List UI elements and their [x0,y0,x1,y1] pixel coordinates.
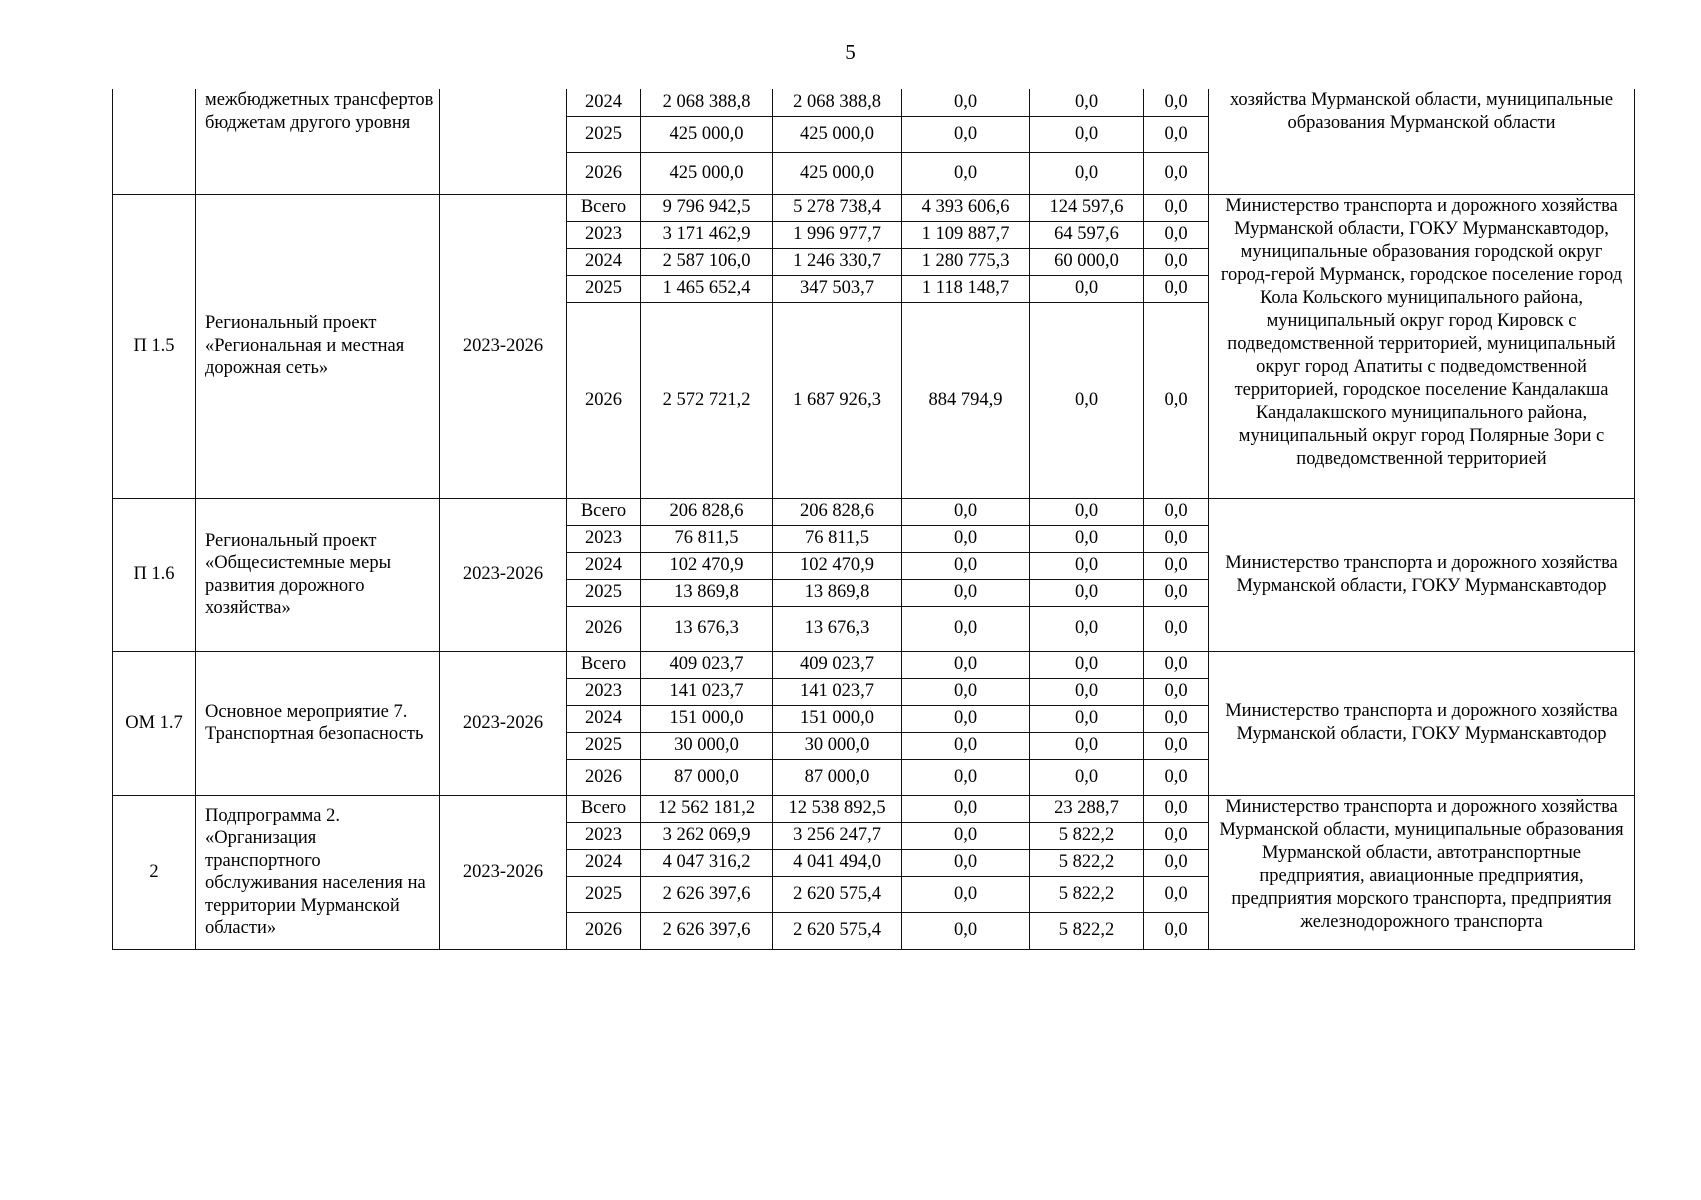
item-name: межбюджетных трансфертов бюджетам другого уровня [196,89,440,194]
year-cell: Всего [567,651,641,678]
amount-v2: 3 256 247,7 [773,822,902,849]
amount-v2: 141 023,7 [773,678,902,705]
table-body [113,89,1635,949]
amount-v3: 884 794,9 [902,302,1030,498]
amount-v4: 5 822,2 [1030,876,1144,912]
item-period: 2023-2026 [440,498,567,651]
year-cell: 2026 [567,606,641,651]
item-period: 2023-2026 [440,651,567,795]
amount-v3: 0,0 [902,759,1030,795]
amount-v1: 1 465 652,4 [641,275,773,302]
amount-v5: 0,0 [1144,876,1209,912]
amount-v3: 0,0 [902,822,1030,849]
amount-v2: 2 620 575,4 [773,876,902,912]
budget-table [112,89,1635,950]
amount-v1: 425 000,0 [641,152,773,194]
amount-v2: 151 000,0 [773,705,902,732]
amount-v3: 0,0 [902,552,1030,579]
year-cell: 2023 [567,822,641,849]
amount-v1: 76 811,5 [641,525,773,552]
amount-v2: 13 676,3 [773,606,902,651]
amount-v2: 30 000,0 [773,732,902,759]
amount-v5: 0,0 [1144,795,1209,822]
amount-v1: 13 676,3 [641,606,773,651]
amount-v5: 0,0 [1144,89,1209,116]
amount-v3: 4 393 606,6 [902,194,1030,221]
amount-v2: 409 023,7 [773,651,902,678]
amount-v4: 0,0 [1030,579,1144,606]
amount-v5: 0,0 [1144,525,1209,552]
page-number: 5 [845,40,856,64]
amount-v2: 206 828,6 [773,498,902,525]
year-cell: 2024 [567,248,641,275]
amount-v1: 2 626 397,6 [641,912,773,949]
amount-v3: 1 118 148,7 [902,275,1030,302]
amount-v3: 0,0 [902,795,1030,822]
amount-v3: 1 109 887,7 [902,221,1030,248]
amount-v1: 4 047 316,2 [641,849,773,876]
amount-v3: 0,0 [902,651,1030,678]
item-code [113,89,196,194]
year-cell: 2024 [567,89,641,116]
amount-v4: 5 822,2 [1030,849,1144,876]
item-code: П 1.5 [113,194,196,498]
amount-v5: 0,0 [1144,849,1209,876]
year-cell: 2025 [567,876,641,912]
amount-v1: 2 626 397,6 [641,876,773,912]
amount-v4: 0,0 [1030,275,1144,302]
table-row [113,498,1635,525]
executor-cell: Министерство транспорта и дорожного хозяйства Мурманской области, муниципальные образования Мурманской области, автотранспортные предприятия, авиационные предприятия, предприятия морского транспорта, предприятия железнодорожного транспорта [1209,795,1635,949]
amount-v4: 124 597,6 [1030,194,1144,221]
amount-v4: 0,0 [1030,759,1144,795]
amount-v3: 0,0 [902,498,1030,525]
amount-v4: 0,0 [1030,525,1144,552]
item-name: Региональный проект «Общесистемные меры развития дорожного хозяйства» [196,498,440,651]
year-cell: Всего [567,795,641,822]
table-row [113,194,1635,221]
amount-v4: 0,0 [1030,678,1144,705]
item-name: Основное мероприятие 7. Транспортная безопасность [196,651,440,795]
amount-v4: 0,0 [1030,89,1144,116]
amount-v1: 141 023,7 [641,678,773,705]
amount-v1: 3 262 069,9 [641,822,773,849]
item-name: Подпрограмма 2. «Организация транспортного обслуживания населения на территории Мурманской области» [196,795,440,949]
amount-v3: 1 280 775,3 [902,248,1030,275]
amount-v2: 102 470,9 [773,552,902,579]
amount-v3: 0,0 [902,876,1030,912]
amount-v4: 0,0 [1030,116,1144,152]
amount-v1: 102 470,9 [641,552,773,579]
amount-v4: 0,0 [1030,732,1144,759]
year-cell: 2023 [567,525,641,552]
amount-v5: 0,0 [1144,552,1209,579]
amount-v4: 0,0 [1030,606,1144,651]
amount-v1: 2 572 721,2 [641,302,773,498]
item-code: ОМ 1.7 [113,651,196,795]
year-cell: Всего [567,194,641,221]
amount-v5: 0,0 [1144,275,1209,302]
year-cell: 2024 [567,849,641,876]
amount-v5: 0,0 [1144,822,1209,849]
amount-v1: 3 171 462,9 [641,221,773,248]
amount-v2: 347 503,7 [773,275,902,302]
amount-v4: 0,0 [1030,705,1144,732]
executor-cell: Министерство транспорта и дорожного хозяйства Мурманской области, ГОКУ Мурманскавтодор [1209,498,1635,651]
amount-v4: 0,0 [1030,552,1144,579]
year-cell: 2026 [567,152,641,194]
amount-v5: 0,0 [1144,302,1209,498]
amount-v3: 0,0 [902,705,1030,732]
amount-v1: 87 000,0 [641,759,773,795]
amount-v2: 1 687 926,3 [773,302,902,498]
amount-v5: 0,0 [1144,732,1209,759]
year-cell: 2026 [567,912,641,949]
amount-v3: 0,0 [902,525,1030,552]
amount-v2: 5 278 738,4 [773,194,902,221]
table-row [113,89,1635,116]
amount-v2: 76 811,5 [773,525,902,552]
amount-v3: 0,0 [902,579,1030,606]
year-cell: 2025 [567,579,641,606]
executor-cell: хозяйства Мурманской области, муниципальные образования Мурманской области [1209,89,1635,194]
amount-v3: 0,0 [902,152,1030,194]
amount-v5: 0,0 [1144,498,1209,525]
executor-cell: Министерство транспорта и дорожного хозяйства Мурманской области, ГОКУ Мурманскавтодор, муниципальные образования городской округ город-герой Мурманск, городское поселение город Кола Кольского муниципального района, муниципальный округ город Кировск с подведомственной территорией, муниципальный округ город Апатиты с подведомственной территорией, городское поселение Кандалакша Кандалакшского муниципального района, муниципальный округ город Полярные Зори с подведомственной территорией [1209,194,1635,498]
amount-v4: 0,0 [1030,651,1144,678]
amount-v1: 30 000,0 [641,732,773,759]
amount-v4: 5 822,2 [1030,912,1144,949]
year-cell: 2024 [567,705,641,732]
amount-v4: 0,0 [1030,302,1144,498]
item-period: 2023-2026 [440,194,567,498]
amount-v5: 0,0 [1144,759,1209,795]
item-name: Региональный проект «Региональная и местная дорожная сеть» [196,194,440,498]
amount-v5: 0,0 [1144,651,1209,678]
amount-v2: 13 869,8 [773,579,902,606]
amount-v1: 409 023,7 [641,651,773,678]
table-row [113,795,1635,822]
amount-v5: 0,0 [1144,116,1209,152]
amount-v4: 0,0 [1030,152,1144,194]
amount-v3: 0,0 [902,116,1030,152]
year-cell: 2025 [567,275,641,302]
amount-v5: 0,0 [1144,221,1209,248]
amount-v1: 2 068 388,8 [641,89,773,116]
amount-v4: 64 597,6 [1030,221,1144,248]
year-cell: Всего [567,498,641,525]
amount-v3: 0,0 [902,912,1030,949]
amount-v2: 87 000,0 [773,759,902,795]
item-code: П 1.6 [113,498,196,651]
amount-v1: 2 587 106,0 [641,248,773,275]
year-cell: 2025 [567,732,641,759]
amount-v5: 0,0 [1144,579,1209,606]
amount-v5: 0,0 [1144,912,1209,949]
amount-v3: 0,0 [902,606,1030,651]
year-cell: 2023 [567,221,641,248]
item-period: 2023-2026 [440,795,567,949]
amount-v4: 60 000,0 [1030,248,1144,275]
amount-v5: 0,0 [1144,705,1209,732]
amount-v2: 2 068 388,8 [773,89,902,116]
amount-v5: 0,0 [1144,248,1209,275]
amount-v1: 12 562 181,2 [641,795,773,822]
amount-v2: 2 620 575,4 [773,912,902,949]
amount-v4: 0,0 [1030,498,1144,525]
amount-v4: 5 822,2 [1030,822,1144,849]
amount-v1: 206 828,6 [641,498,773,525]
amount-v2: 425 000,0 [773,152,902,194]
amount-v1: 425 000,0 [641,116,773,152]
amount-v5: 0,0 [1144,678,1209,705]
amount-v3: 0,0 [902,849,1030,876]
year-cell: 2024 [567,552,641,579]
amount-v1: 151 000,0 [641,705,773,732]
executor-cell: Министерство транспорта и дорожного хозяйства Мурманской области, ГОКУ Мурманскавтодор [1209,651,1635,795]
amount-v4: 23 288,7 [1030,795,1144,822]
year-cell: 2026 [567,302,641,498]
amount-v2: 12 538 892,5 [773,795,902,822]
amount-v3: 0,0 [902,732,1030,759]
amount-v3: 0,0 [902,89,1030,116]
amount-v1: 13 869,8 [641,579,773,606]
year-cell: 2023 [567,678,641,705]
amount-v5: 0,0 [1144,194,1209,221]
item-period [440,89,567,194]
amount-v5: 0,0 [1144,606,1209,651]
amount-v1: 9 796 942,5 [641,194,773,221]
amount-v3: 0,0 [902,678,1030,705]
amount-v5: 0,0 [1144,152,1209,194]
amount-v2: 1 246 330,7 [773,248,902,275]
table-row [113,651,1635,678]
year-cell: 2025 [567,116,641,152]
amount-v2: 425 000,0 [773,116,902,152]
year-cell: 2026 [567,759,641,795]
amount-v2: 1 996 977,7 [773,221,902,248]
item-code: 2 [113,795,196,949]
amount-v2: 4 041 494,0 [773,849,902,876]
